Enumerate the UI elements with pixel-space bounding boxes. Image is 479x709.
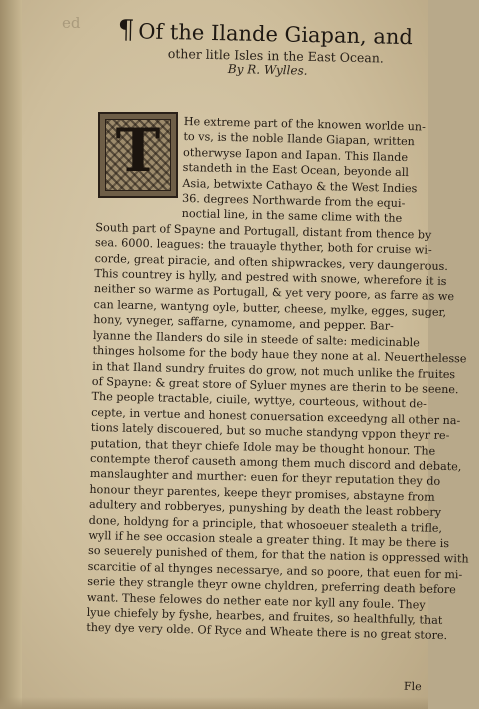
page-bottom-shadow bbox=[0, 697, 428, 709]
text-line: Asia, betwixte Cathayo & the West Indies bbox=[182, 176, 418, 195]
bleed-through-text: ed bbox=[62, 14, 81, 32]
text-line: in that Iland sundry fruites do grow, not much unlike the fruites bbox=[92, 359, 456, 381]
text-line: sea. 6000. leagues: the trauayle thyther, both for cruise wi- bbox=[94, 236, 432, 257]
text-line: adultery and robberyes, punyshing by death the least robbery bbox=[88, 498, 442, 520]
text-line: so seuerely punished of them, for that the nation is oppressed with bbox=[87, 544, 469, 566]
text-line: contempte therof causeth among them much discord and debate, bbox=[89, 451, 462, 474]
text-line: they dye very olde. Of Ryce and Wheate there is no great store. bbox=[86, 621, 448, 643]
text-line: thinges holsome for the body haue they none at al. Neuerthelesse bbox=[92, 344, 467, 366]
text-line: neither so warme as Portugall, & yet very poore, as farre as we bbox=[93, 282, 455, 304]
text-line: standeth in the East Ocean, beyonde all bbox=[182, 161, 410, 180]
text-line: putation, that theyr chiefe Idole may be thought honour. The bbox=[90, 436, 436, 458]
text-line: manslaughter and murther: euen for theyr reputation they do bbox=[89, 467, 441, 489]
body-text bbox=[86, 112, 469, 643]
author-line: By R. Wylles. bbox=[227, 62, 308, 78]
initial-letter: T bbox=[115, 116, 161, 186]
text-line: wyll if he see occasion steale a greater thing. It may be there is bbox=[88, 528, 450, 551]
text-line: done, holdyng for a principle, that whosoeuer stealeth a trifle, bbox=[88, 513, 443, 535]
text-line: corde, great piracie, and often shipwrackes, very daungerous. bbox=[94, 251, 449, 273]
text-line: can learne, wantyng oyle, butter, cheese, mylke, egges, suger, bbox=[93, 297, 447, 319]
text-line: lyue chiefely by fyshe, hearbes, and fruites, so healthfully, that bbox=[86, 605, 443, 627]
catchword: Fle bbox=[404, 679, 423, 694]
text-line: scarcitie of al thynges necessarye, and so poore, that euen for mi- bbox=[87, 559, 463, 582]
text-line: He extreme part of the knowen worlde un- bbox=[183, 114, 427, 134]
text-line: cepte, in vertue and honest conuersation exceedyng all other na- bbox=[91, 405, 461, 428]
text-line: South part of Spayne and Portugall, distant from thence by bbox=[95, 220, 432, 242]
pilcrow-icon: ¶ bbox=[117, 15, 135, 46]
text-line: 36. degrees Northwarde from the equi- bbox=[181, 191, 406, 211]
text-line: serie they strangle theyr owne chyldren, preferring death before bbox=[87, 575, 456, 597]
text-line: to vs, is the noble Ilande Giapan, written bbox=[183, 130, 415, 149]
chapter-subheading: other litle Isles in the East Ocean. bbox=[167, 46, 384, 66]
page-gutter-shadow bbox=[0, 0, 22, 709]
chapter-heading bbox=[117, 15, 427, 50]
text-line: of Spayne: & great store of Syluer mynes are therin to be seene. bbox=[91, 374, 459, 397]
heading-text: Of the Ilande Giapan, and bbox=[138, 19, 414, 50]
text-line: tions lately discouered, but so muche standyng vppon theyr re- bbox=[90, 421, 450, 443]
text-line: hony, vyneger, saffarne, cynamome, and pepper. Bar- bbox=[93, 313, 394, 334]
text-line: honour theyr parentes, keepe theyr promises, abstayne from bbox=[89, 482, 435, 504]
text-line: want. These felowes do nether eate nor kyll any foule. They bbox=[86, 590, 426, 612]
text-line: The people tractable, ciuile, wyttye, courteous, without de- bbox=[91, 390, 428, 411]
text-line: This countrey is hylly, and pestred with snowe, wherefore it is bbox=[94, 267, 447, 289]
text-line: noctial line, in the same clime with the bbox=[181, 207, 403, 226]
text-line: lyanne the Ilanders do sile in steede of salte: medicinable bbox=[92, 328, 420, 350]
text-line: otherwyse Iapon and Iapan. This Ilande bbox=[182, 145, 409, 164]
